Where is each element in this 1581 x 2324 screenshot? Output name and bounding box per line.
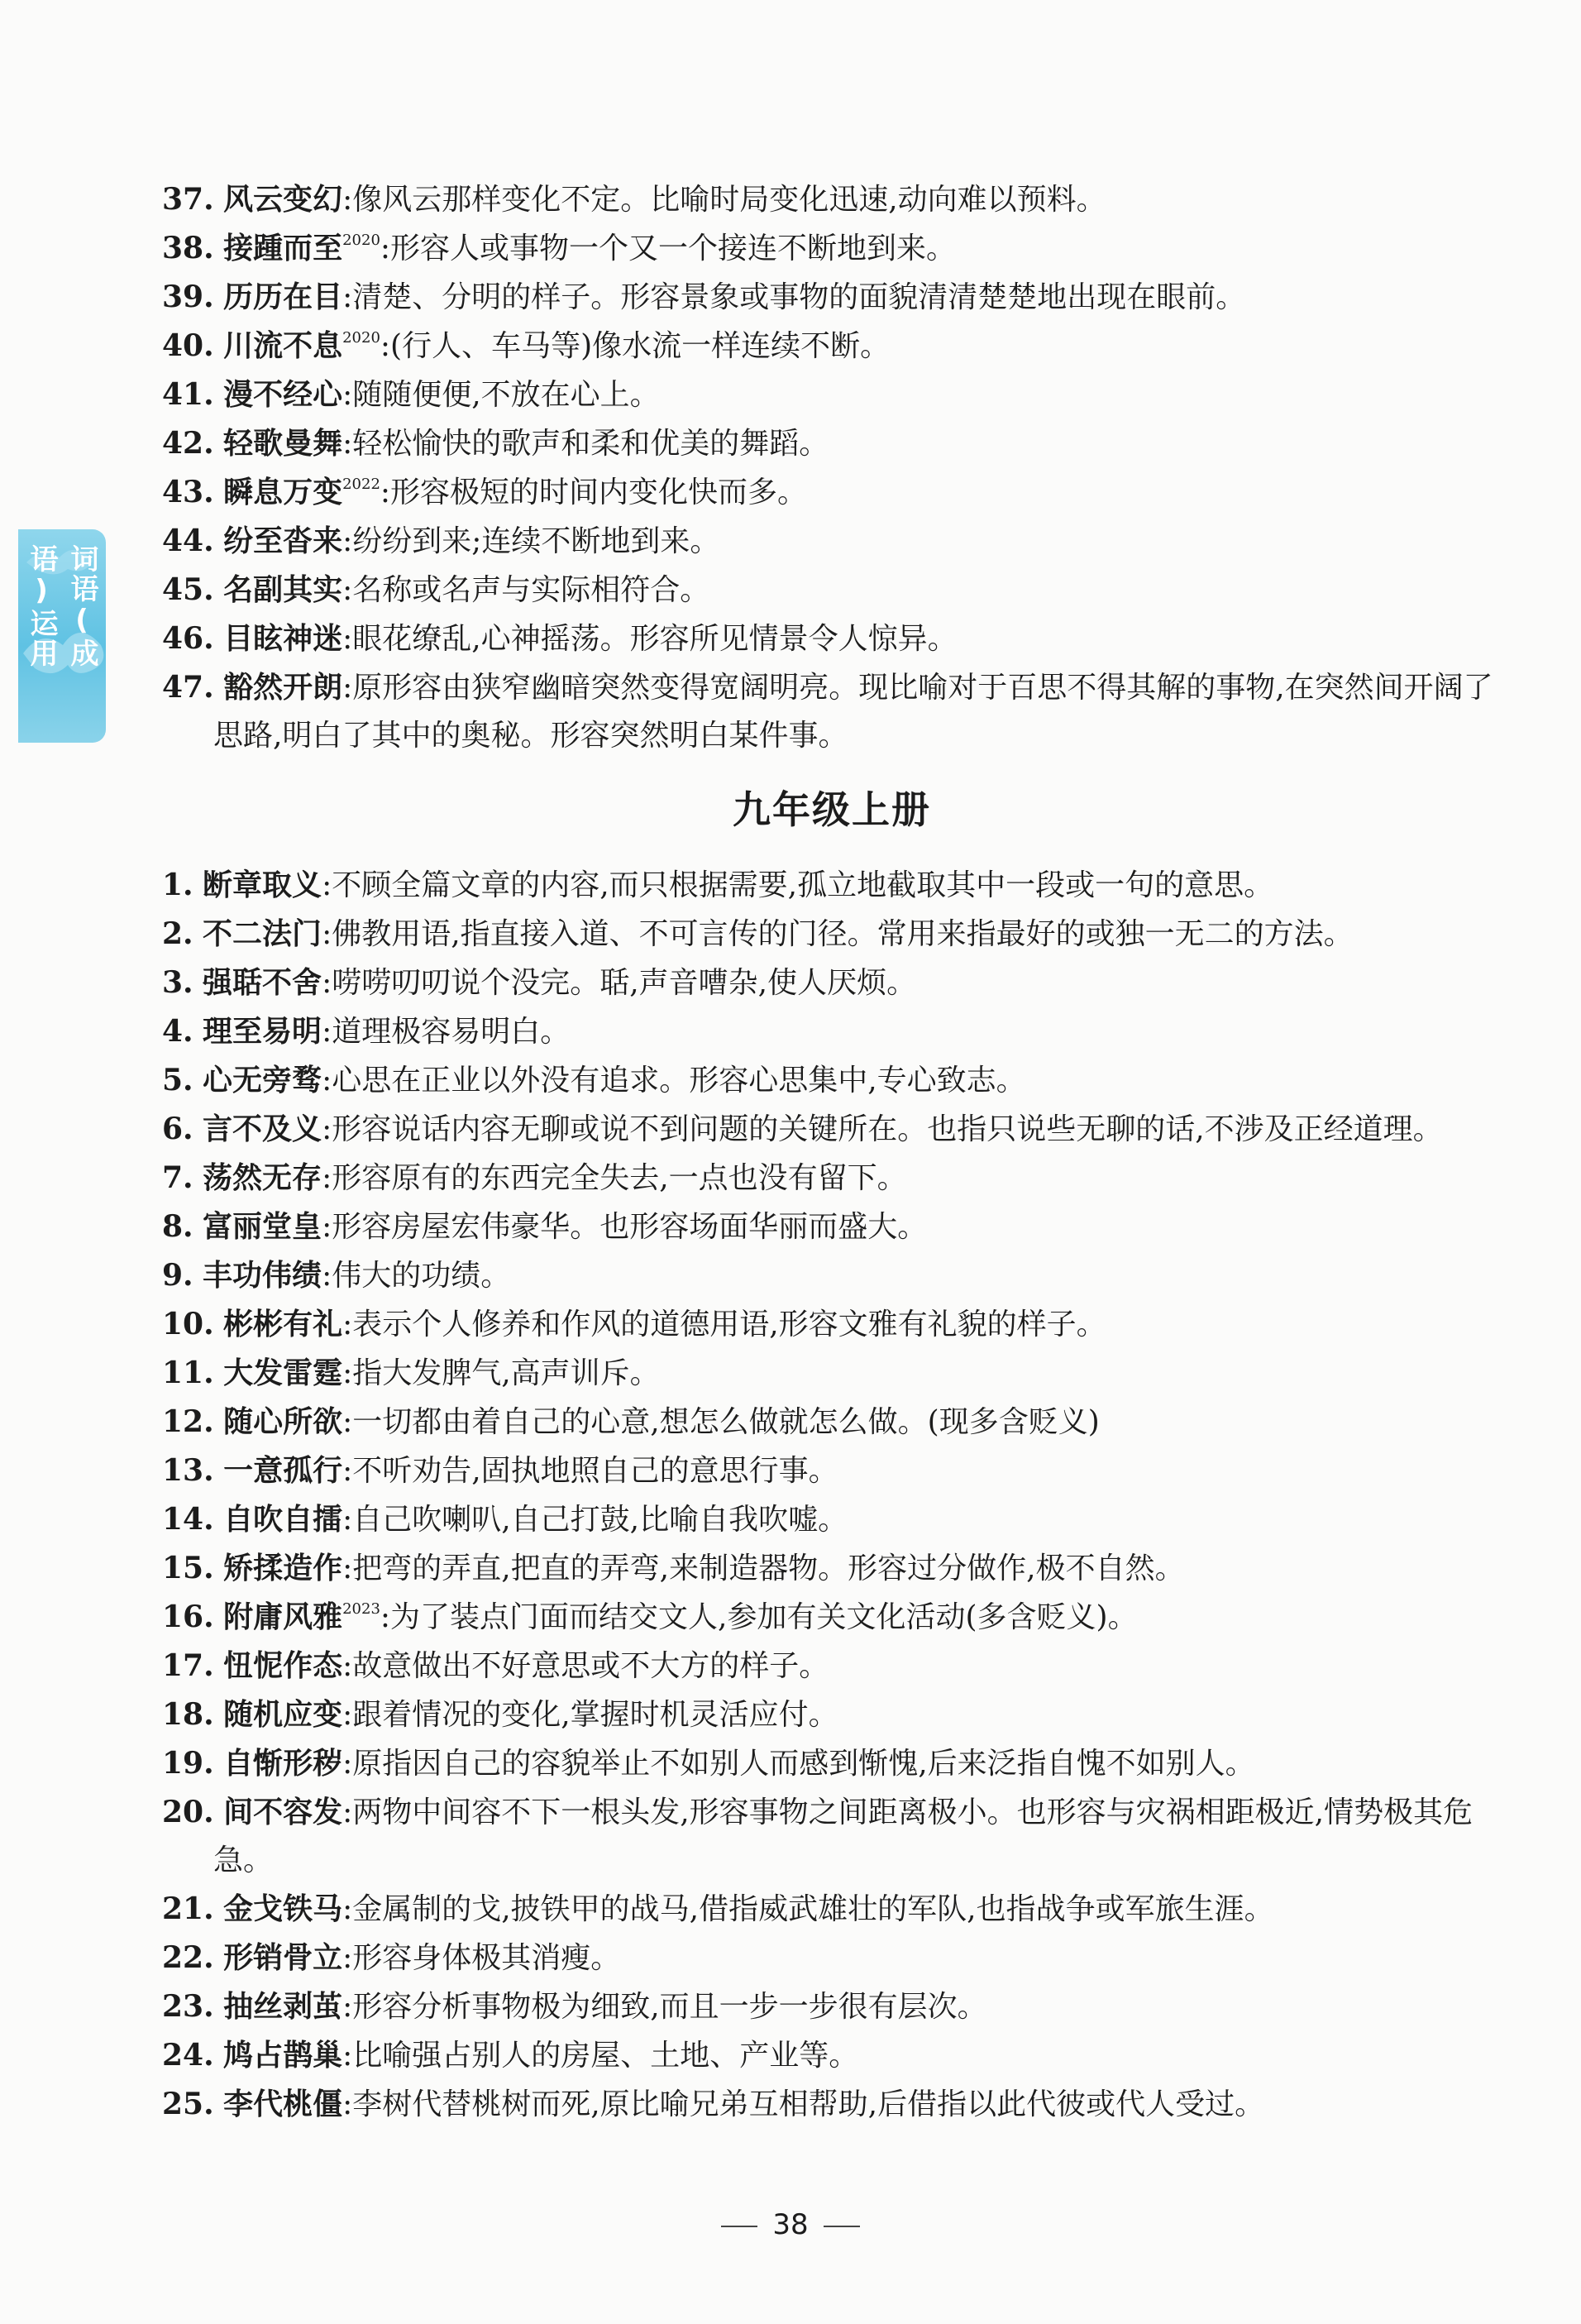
entry xyxy=(162,322,1502,371)
entry-number: 17. xyxy=(162,1648,214,1683)
entry-number: 25. xyxy=(162,2087,214,2121)
entry-term: 断章取义 xyxy=(203,868,322,902)
entry xyxy=(162,1056,1502,1105)
side-tab xyxy=(18,529,106,743)
entry xyxy=(162,1690,1502,1739)
entry xyxy=(162,224,1502,273)
entry-definition: :心思在正业以外没有追求。形容心思集中,专心致志。 xyxy=(322,1064,1026,1097)
entry-term: 自吹自擂 xyxy=(223,1502,343,1537)
entry-term: 强聒不舍 xyxy=(203,965,322,1000)
entry xyxy=(162,1300,1502,1349)
entry xyxy=(162,1495,1502,1544)
entry-definition: :形容身体极其消瘦。 xyxy=(342,1941,621,1975)
entry-number: 47. xyxy=(162,670,214,705)
entry-number: 46. xyxy=(162,621,214,656)
entry-term: 风云变幻 xyxy=(223,182,343,217)
entry-number: 22. xyxy=(162,1940,214,1975)
entry-term: 理至易明 xyxy=(203,1014,322,1049)
entry-number: 12. xyxy=(162,1404,214,1439)
entry-number: 38. xyxy=(162,231,214,265)
entry-term: 轻歌曼舞 xyxy=(223,426,343,461)
entry-definition: :不听劝告,固执地照自己的意思行事。 xyxy=(342,1454,838,1488)
entry-definition: :比喻强占别人的房屋、土地、产业等。 xyxy=(342,2039,859,2073)
entry-term: 鸠占鹊巢 xyxy=(223,2038,343,2073)
entry-term: 心无旁骛 xyxy=(203,1063,322,1097)
entry-definition: :原指因自己的容貌举止不如别人而感到惭愧,后来泛指自愧不如别人。 xyxy=(342,1747,1255,1781)
entry-definition: :唠唠叨叨说个没完。聒,声音嘈杂,使人厌烦。 xyxy=(322,966,917,1000)
entry-definition: :形容人或事物一个又一个接连不断地到来。 xyxy=(380,232,957,265)
entry-term: 川流不息 xyxy=(223,328,343,363)
entry xyxy=(162,1788,1502,1885)
entry-number: 16. xyxy=(162,1600,214,1634)
entry xyxy=(162,959,1502,1007)
entry-term: 抽丝剥茧 xyxy=(223,1989,343,2024)
entry-definition: :一切都由着自己的心意,想怎么做就怎么做。(现多含贬义) xyxy=(342,1405,1100,1439)
entry-term: 随机应变 xyxy=(223,1697,343,1732)
entry-definition: :形容原有的东西完全失去,一点也没有留下。 xyxy=(322,1161,907,1195)
entry xyxy=(162,175,1502,224)
entry-term: 瞬息万变 xyxy=(223,475,343,509)
entry-term: 彬彬有礼 xyxy=(223,1307,343,1341)
entry-definition: :像风云那样变化不定。比喻时局变化迅速,动向难以预料。 xyxy=(342,183,1106,217)
entry xyxy=(162,1251,1502,1300)
entry xyxy=(162,1105,1502,1154)
entry-number: 5. xyxy=(162,1063,193,1097)
entry-term: 历历在目 xyxy=(223,280,343,314)
page-number: 38 xyxy=(772,2208,809,2241)
entry xyxy=(162,2080,1502,2129)
entry-definition: :纷纷到来;连续不断地到来。 xyxy=(342,524,720,558)
entry-number: 37. xyxy=(162,182,214,217)
entry-definition: :形容说话内容无聊或说不到问题的关键所在。也指只说些无聊的话,不涉及正经道理。 xyxy=(322,1112,1443,1146)
entry-year: 2022 xyxy=(342,476,380,493)
entry-number: 3. xyxy=(162,965,193,1000)
entry-term: 名副其实 xyxy=(223,572,343,607)
entry-definition: :为了装点门面而结交文人,参加有关文化活动(多含贬义)。 xyxy=(380,1600,1138,1634)
entry xyxy=(162,1203,1502,1251)
entry-definition: :佛教用语,指直接入道、不可言传的门径。常用来指最好的或独一无二的方法。 xyxy=(322,917,1354,951)
entry-number: 13. xyxy=(162,1453,214,1488)
entry-term: 丰功伟绩 xyxy=(203,1258,322,1293)
entry xyxy=(162,517,1502,566)
entry-definition: :自己吹喇叭,自己打鼓,比喻自我吹嘘。 xyxy=(342,1503,848,1537)
entry-term: 不二法门 xyxy=(203,916,322,951)
entry xyxy=(162,663,1502,760)
entry-definition: :跟着情况的变化,掌握时机灵活应付。 xyxy=(342,1698,838,1732)
entry xyxy=(162,419,1502,468)
entry xyxy=(162,1007,1502,1056)
entry-number: 42. xyxy=(162,426,214,461)
entry xyxy=(162,614,1502,663)
entry-definition: :道理极容易明白。 xyxy=(322,1015,571,1049)
entry xyxy=(162,566,1502,614)
entry-number: 8. xyxy=(162,1209,193,1244)
entry-definition: :伟大的功绩。 xyxy=(322,1259,511,1293)
entry xyxy=(162,371,1502,419)
entry xyxy=(162,1349,1502,1398)
entry-list-section2 xyxy=(162,861,1502,2129)
entry-definition: :名称或名声与实际相符合。 xyxy=(342,573,710,607)
entry-definition: :原形容由狭窄幽暗突然变得宽阔明亮。现比喻对于百思不得其解的事物,在突然间开阔了思路,明白了其中的奥秘。形容突然明白某件事。 xyxy=(213,671,1493,753)
entry xyxy=(162,1642,1502,1690)
entry xyxy=(162,1982,1502,2031)
entry-term: 随心所欲 xyxy=(223,1404,343,1439)
entry-term: 荡然无存 xyxy=(203,1160,322,1195)
entry-definition: :指大发脾气,高声训斥。 xyxy=(342,1356,660,1390)
entry-number: 15. xyxy=(162,1551,214,1585)
entry-number: 23. xyxy=(162,1989,214,2024)
entry-term: 自惭形秽 xyxy=(223,1746,343,1781)
entry-number: 7. xyxy=(162,1160,193,1195)
entry-term: 附庸风雅 xyxy=(223,1600,343,1634)
entry xyxy=(162,861,1502,910)
entry-number: 14. xyxy=(162,1502,214,1537)
entry-number: 6. xyxy=(162,1112,193,1146)
entry xyxy=(162,1934,1502,1982)
entry-definition: :眼花缭乱,心神摇荡。形容所见情景令人惊异。 xyxy=(342,622,958,656)
entry-year: 2020 xyxy=(342,329,380,347)
entry-term: 一意孤行 xyxy=(223,1453,343,1488)
entry-number: 1. xyxy=(162,868,193,902)
entry xyxy=(162,1447,1502,1495)
entry-definition: :不顾全篇文章的内容,而只根据需要,孤立地截取其中一段或一句的意思。 xyxy=(322,868,1274,902)
footer-dash-right xyxy=(824,2226,860,2227)
entry-number: 21. xyxy=(162,1891,214,1926)
entry-year: 2023 xyxy=(342,1600,380,1618)
entry-number: 20. xyxy=(162,1795,214,1829)
entry xyxy=(162,910,1502,959)
entry-term: 忸怩作态 xyxy=(223,1648,343,1683)
entry-term: 间不容发 xyxy=(223,1795,343,1829)
entry-term: 漫不经心 xyxy=(223,377,343,412)
entry-term: 大发雷霆 xyxy=(223,1356,343,1390)
entry xyxy=(162,1154,1502,1203)
entry-number: 24. xyxy=(162,2038,214,2073)
entry-number: 4. xyxy=(162,1014,193,1049)
entry-number: 11. xyxy=(162,1356,214,1390)
entry xyxy=(162,1593,1502,1642)
entry-term: 李代桃僵 xyxy=(223,2087,343,2121)
entry-definition: :形容极短的时间内变化快而多。 xyxy=(380,476,808,509)
entry-year: 2020 xyxy=(342,232,380,249)
entry-definition: :清楚、分明的样子。形容景象或事物的面貌清清楚楚地出现在眼前。 xyxy=(342,280,1246,314)
entry-definition: :随随便便,不放在心上。 xyxy=(342,378,660,412)
entry-number: 9. xyxy=(162,1258,193,1293)
entry-number: 39. xyxy=(162,280,214,314)
entry-term: 豁然开朗 xyxy=(223,670,343,705)
entry xyxy=(162,1398,1502,1447)
entry-definition: :把弯的弄直,把直的弄弯,来制造器物。形容过分做作,极不自然。 xyxy=(342,1552,1185,1585)
main-content xyxy=(162,175,1502,2129)
entry-definition: :形容分析事物极为细致,而且一步一步很有层次。 xyxy=(342,1990,987,2024)
entry-definition: :轻松愉快的歌声和柔和优美的舞蹈。 xyxy=(342,427,829,461)
entry xyxy=(162,273,1502,322)
entry-number: 41. xyxy=(162,377,214,412)
entry-definition: :两物中间容不下一根头发,形容事物之间距离极小。也形容与灾祸相距极近,情势极其危急。 xyxy=(213,1796,1474,1877)
section-title: 九年级上册 xyxy=(733,787,931,832)
entry-number: 2. xyxy=(162,916,193,951)
entry xyxy=(162,468,1502,517)
entry-definition: :金属制的戈,披铁甲的战马,借指威武雄壮的军队,也指战争或军旅生涯。 xyxy=(342,1892,1274,1926)
entry-term: 矫揉造作 xyxy=(223,1551,343,1585)
entry-term: 纷至沓来 xyxy=(223,524,343,558)
entry-number: 45. xyxy=(162,572,214,607)
entry xyxy=(162,1885,1502,1934)
side-tab-label: 词语(成语)运用 xyxy=(25,544,98,668)
entry-term: 形销骨立 xyxy=(223,1940,343,1975)
entry-definition: :李树代替桃树而死,原比喻兄弟互相帮助,后借指以此代彼或代人受过。 xyxy=(342,2087,1265,2121)
entry xyxy=(162,2031,1502,2080)
entry-term: 接踵而至 xyxy=(223,231,343,265)
entry-definition: :形容房屋宏伟豪华。也形容场面华丽而盛大。 xyxy=(322,1210,928,1244)
entry-definition: :表示个人修养和作风的道德用语,形容文雅有礼貌的样子。 xyxy=(342,1308,1106,1341)
entry-number: 40. xyxy=(162,328,214,363)
entry-number: 43. xyxy=(162,475,214,509)
entry-number: 44. xyxy=(162,524,214,558)
footer-dash-left xyxy=(721,2226,757,2227)
entry-number: 18. xyxy=(162,1697,214,1732)
entry xyxy=(162,1739,1502,1788)
entry-term: 金戈铁马 xyxy=(223,1891,343,1926)
entry-list-section1 xyxy=(162,175,1502,760)
entry xyxy=(162,1544,1502,1593)
entry-term: 目眩神迷 xyxy=(223,621,343,656)
entry-term: 富丽堂皇 xyxy=(203,1209,322,1244)
entry-number: 10. xyxy=(162,1307,214,1341)
page-number-footer xyxy=(0,2208,1581,2241)
entry-number: 19. xyxy=(162,1746,214,1781)
entry-definition: :故意做出不好意思或不大方的样子。 xyxy=(342,1649,829,1683)
entry-term: 言不及义 xyxy=(203,1112,322,1146)
entry-definition: :(行人、车马等)像水流一样连续不断。 xyxy=(380,329,891,363)
